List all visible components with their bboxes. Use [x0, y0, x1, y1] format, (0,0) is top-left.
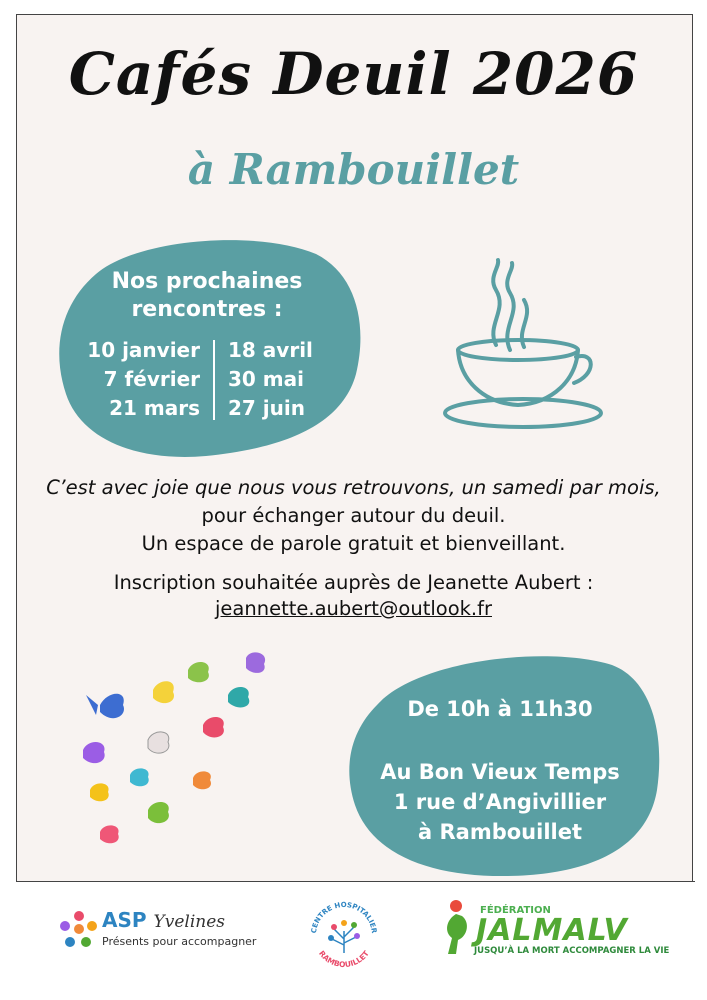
date-item: 30 mai: [228, 367, 304, 391]
asp-tagline: Présents pour accompagner: [102, 935, 257, 948]
coffee-cup-icon: [438, 255, 608, 435]
date-item: 10 janvier: [87, 338, 200, 362]
jalmalv-tagline: JUSQU’À LA MORT ACCOMPAGNER LA VIE: [474, 946, 670, 956]
date-item: 21 mars: [109, 396, 200, 420]
rencontres-title-line2: rencontres :: [131, 297, 283, 322]
footer-divider: [18, 881, 695, 882]
inscription-text: Inscription souhaitée auprès de Jeanette Aubert :: [113, 571, 594, 594]
rencontres-title: [82, 268, 332, 324]
butterfly-icon: [188, 662, 209, 682]
butterfly-icon: [100, 825, 119, 843]
description-line: C’est avec joie que nous vous retrouvons, un samedi par mois,: [46, 476, 661, 499]
svg-text:CENTRE HOSPITALIER: [310, 901, 378, 934]
butterflies-illustration: [78, 650, 288, 860]
description-line: Un espace de parole gratuit et bienveillant.: [141, 532, 566, 555]
asp-logo-name: [102, 908, 225, 932]
asp-logo-icon: [58, 908, 100, 950]
venue-line: à Rambouillet: [418, 820, 582, 844]
butterfly-icon: [130, 768, 149, 786]
centre-hospitalier-logo: [304, 893, 384, 975]
description: [30, 474, 677, 558]
butterfly-icon: [203, 717, 224, 738]
asp-region: Yvelines: [153, 912, 226, 932]
ch-bottom-text: RAMBOUILLET: [317, 948, 371, 970]
venue-line: Au Bon Vieux Temps: [380, 760, 620, 784]
date-item: 7 février: [103, 367, 200, 391]
date-item: 27 juin: [228, 396, 305, 420]
dates-right-column: [228, 336, 328, 423]
event-hours: De 10h à 11h30: [407, 697, 593, 721]
jalmalv-name: JALMALV: [476, 913, 628, 948]
description-line: pour échanger autour du deuil.: [201, 504, 506, 527]
asp-name: ASP: [102, 908, 147, 932]
inscription: [30, 570, 677, 622]
butterfly-icon: [148, 802, 169, 823]
venue-line: 1 rue d’Angivillier: [393, 790, 607, 814]
event-venue: [360, 757, 640, 847]
email-link[interactable]: jeannette.aubert@outlook.fr: [215, 597, 492, 620]
date-item: 18 avril: [228, 338, 313, 362]
butterfly-icon: [228, 687, 249, 708]
butterfly-icon: [153, 681, 174, 703]
butterfly-icon: [90, 783, 109, 801]
dates-divider: [213, 340, 215, 420]
dates-left-column: [72, 336, 200, 423]
ch-top-text: CENTRE HOSPITALIER: [309, 900, 379, 934]
rencontres-title-line1: Nos prochaines: [111, 269, 303, 294]
jalmalv-figure-icon: [438, 898, 478, 956]
butterfly-icon: [83, 742, 105, 763]
butterfly-icon: [193, 771, 211, 789]
page-title: Cafés Deuil 2026: [68, 40, 639, 108]
butterfly-icon: [246, 652, 265, 673]
butterfly-icon: [86, 694, 124, 718]
jalmalv-federation: FÉDÉRATION: [480, 905, 551, 916]
butterfly-icon: [148, 732, 169, 753]
page-subtitle: à Rambouillet: [187, 145, 520, 194]
